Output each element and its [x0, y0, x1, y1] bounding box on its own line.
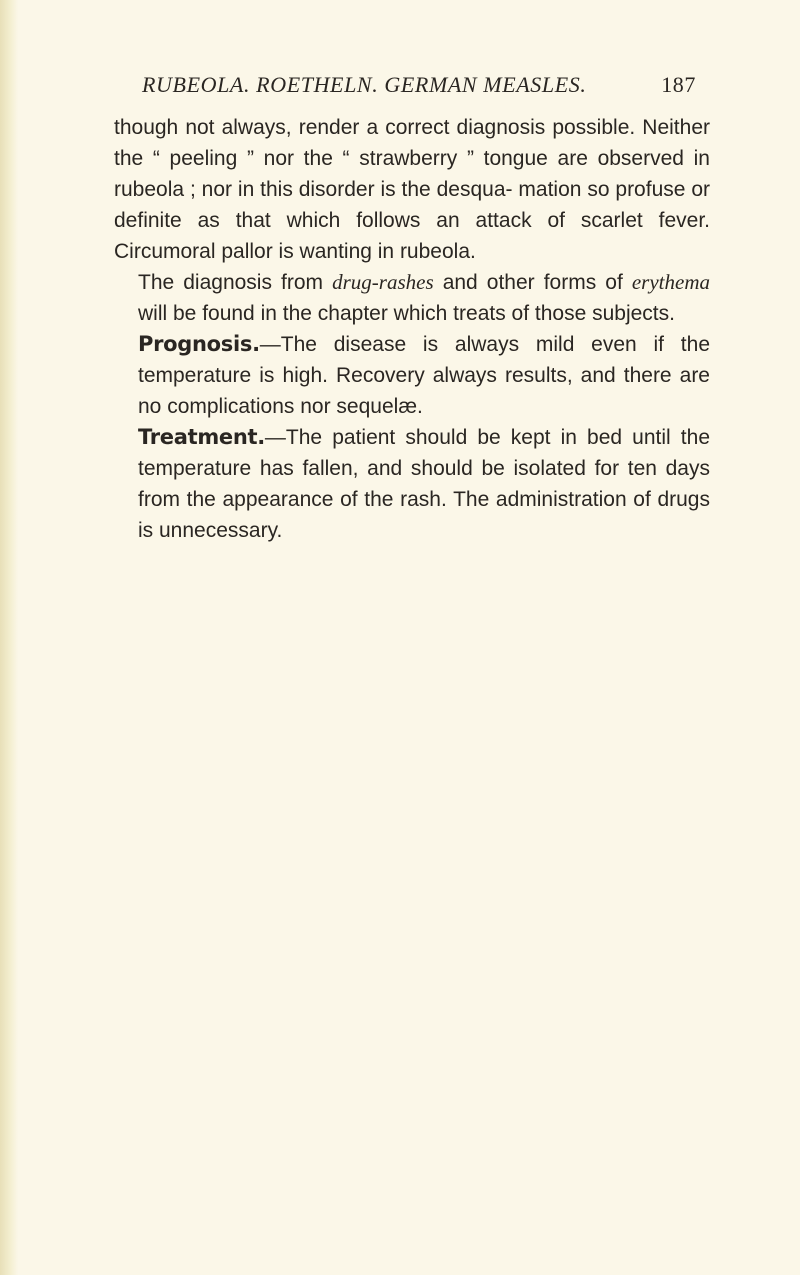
- paragraph-text-part: and other forms of: [433, 271, 632, 294]
- italic-term-erythema: erythema: [631, 270, 710, 294]
- paragraph-continuation: [114, 112, 710, 267]
- book-page: [114, 72, 710, 546]
- paragraph-text-part: The diagnosis from: [138, 271, 333, 294]
- paragraph-text-part: will be found in the chapter which treats of those subjects.: [138, 302, 675, 325]
- page-edge-shadow: [0, 0, 18, 1275]
- page-number: 187: [661, 72, 696, 97]
- body-text: [114, 112, 710, 546]
- paragraph-text: —The disease is always mild even if the temperature is high. Recovery always results, and there are no complications nor sequelæ.: [138, 333, 710, 418]
- paragraph-prognosis: [138, 329, 710, 422]
- running-head: [138, 72, 710, 108]
- paragraph-treatment: [138, 422, 710, 546]
- section-heading-treatment: Treatment.: [138, 425, 265, 449]
- section-heading-prognosis: Prognosis.: [138, 332, 260, 356]
- paragraph-text: though not always, render a correct diagnosis possible. Neither the “ peeling ” nor the “ strawberry ” tongue are observed in rubeola ; nor in this disorder is the desqua- mation so profuse or definite as that which follows an attack of scarlet fever. Circumoral pallor is wanting in rubeola.: [114, 116, 710, 263]
- italic-term-drug-rashes: drug-rashes: [332, 270, 434, 294]
- running-head-title: RUBEOLA. ROETHELN. GERMAN MEASLES.: [142, 72, 587, 97]
- paragraph-text: —The patient should be kept in bed until the temperature has fallen, and should be isolated for ten days from the appearance of the rash. The administration of drugs is unnecessary.: [138, 426, 710, 542]
- paragraph-diagnosis: [138, 267, 710, 329]
